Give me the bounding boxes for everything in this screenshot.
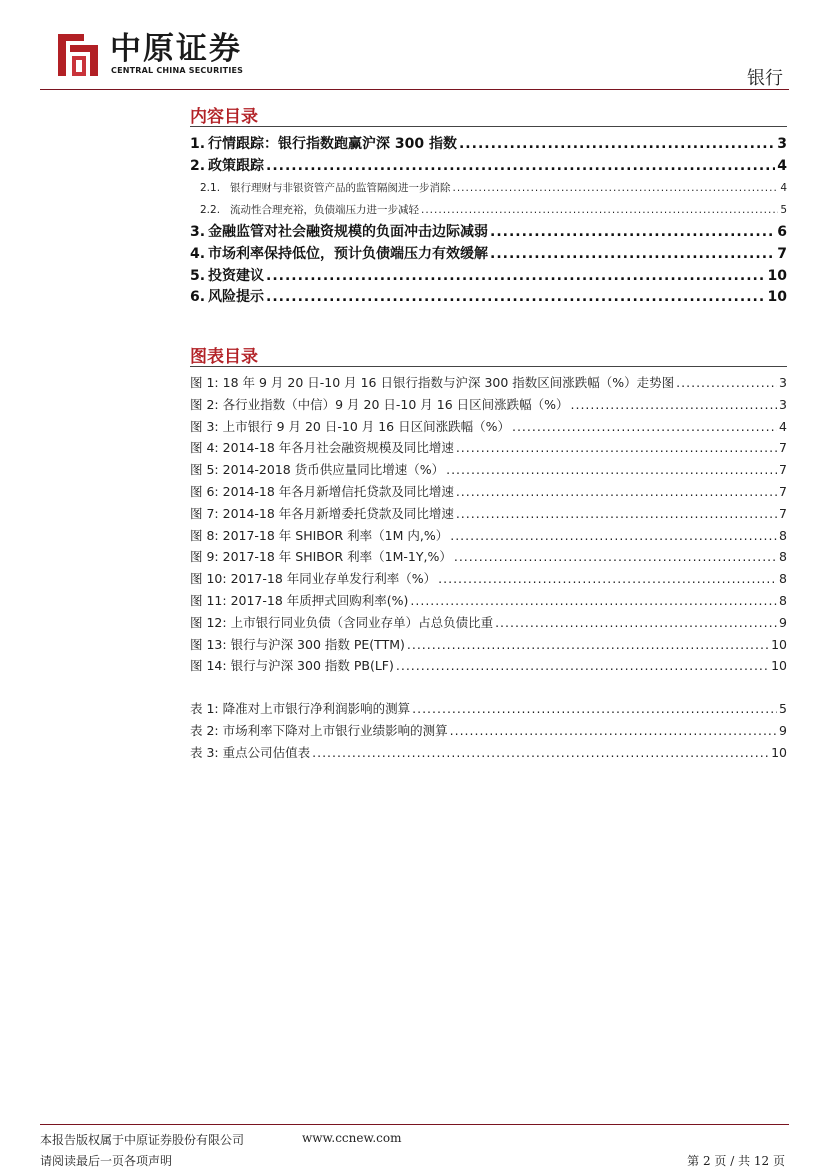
contents-entry-text: 金融监管对社会融资规模的负面冲击边际减弱 xyxy=(208,224,488,240)
figure-entry-page: 3 xyxy=(779,396,787,412)
dot-leader xyxy=(407,636,769,654)
contents-entry[interactable] xyxy=(190,287,787,307)
figure-entry-page: 7 xyxy=(779,462,787,478)
figure-entry[interactable] xyxy=(190,636,787,654)
contents-entry-label xyxy=(190,287,264,307)
figure-entry-label: 图 12: 上市银行同业负债（含同业存单）占总负债比重 xyxy=(190,614,494,630)
contents-entry-page: 6 xyxy=(777,224,787,240)
figure-entry-label: 图 13: 银行与沪深 300 指数 PE(TTM) xyxy=(190,636,405,652)
figure-entry-page: 10 xyxy=(771,658,787,674)
table-entry-page: 5 xyxy=(779,701,787,716)
figure-entry-label: 图 4: 2014-18 年各月社会融资规模及同比增速 xyxy=(190,440,454,456)
figure-entry-label: 图 3: 上市银行 9 月 20 日-10 月 16 日区间涨跌幅（%） xyxy=(190,418,510,434)
contents-title: 内容目录 xyxy=(190,107,258,127)
contents-entry-page: 10 xyxy=(767,289,787,305)
contents-entry-label xyxy=(190,156,264,176)
figure-entry-page: 10 xyxy=(771,636,787,652)
dot-leader xyxy=(410,592,777,610)
dot-leader xyxy=(490,222,775,242)
figure-entry-label: 图 6: 2014-18 年各月新增信托贷款及同比增速 xyxy=(190,484,454,499)
dot-leader xyxy=(453,180,779,196)
dot-leader xyxy=(676,374,777,392)
contents-entry-text: 市场利率保持低位，预计负债端压力有效缓解 xyxy=(208,246,488,262)
figure-entry-page: 4 xyxy=(779,418,787,434)
contents-entry[interactable] xyxy=(190,222,787,242)
figure-entry[interactable] xyxy=(190,548,787,566)
dot-leader xyxy=(266,287,766,307)
dot-leader xyxy=(495,614,777,632)
figure-entry[interactable] xyxy=(190,439,787,457)
dot-leader xyxy=(446,461,777,479)
figure-entry-label: 图 7: 2014-18 年各月新增委托贷款及同比增速 xyxy=(190,505,454,521)
dot-leader xyxy=(450,527,777,545)
contents-entry-number: 3. xyxy=(190,224,206,240)
contents-entry-label xyxy=(200,180,451,196)
contents-entry-number: 2.1. xyxy=(200,182,221,194)
dot-leader xyxy=(312,744,769,762)
figure-entry-page: 3 xyxy=(779,375,787,390)
central-china-securities-logo-icon xyxy=(54,30,102,80)
contents-entry-page: 4 xyxy=(777,158,787,174)
dot-leader xyxy=(450,722,777,740)
figures-title-divider xyxy=(190,366,787,367)
contents-entry-page: 4 xyxy=(780,182,787,194)
dot-leader xyxy=(571,396,778,414)
figure-entry[interactable] xyxy=(190,418,787,436)
contents-entry-label xyxy=(190,244,488,264)
dot-leader xyxy=(456,439,777,457)
figure-entry-page: 8 xyxy=(779,571,787,587)
contents-entry-text: 流动性合理充裕，负债端压力进一步减轻 xyxy=(230,204,419,216)
contents-entry-text: 政策跟踪 xyxy=(208,158,264,174)
contents-entry-page: 3 xyxy=(777,136,787,152)
contents-entry-page: 10 xyxy=(767,268,787,284)
figures-title: 图表目录 xyxy=(190,347,258,367)
dot-leader xyxy=(454,548,777,566)
logo-chinese-name: 中原证券 xyxy=(110,31,242,67)
contents-entry[interactable] xyxy=(190,156,787,176)
figure-entry[interactable] xyxy=(190,592,787,610)
figure-entry-label: 图 10: 2017-18 年同业存单发行利率（%） xyxy=(190,571,437,587)
figure-entry[interactable] xyxy=(190,657,787,675)
figure-entry-page: 8 xyxy=(779,593,787,608)
contents-entry-label xyxy=(190,266,264,286)
figure-entry-page: 8 xyxy=(779,549,787,565)
table-entry[interactable] xyxy=(190,744,787,762)
dot-leader xyxy=(456,483,777,501)
contents-entry-label xyxy=(190,134,457,154)
dot-leader xyxy=(490,244,775,264)
disclaimer-note: 请阅读最后一页各项声明 xyxy=(40,1154,173,1168)
contents-entry-page: 7 xyxy=(777,246,787,262)
table-entry-label: 表 1: 降准对上市银行净利润影响的测算 xyxy=(190,701,411,716)
figure-entry-label: 图 5: 2014-2018 货币供应量同比增速（%） xyxy=(190,462,445,478)
logo-english-name: CENTRAL CHINA SECURITIES xyxy=(111,66,244,75)
dot-leader xyxy=(412,700,777,718)
dot-leader xyxy=(266,156,775,176)
figure-entry-label: 图 2: 各行业指数（中信）9 月 20 日-10 月 16 日区间涨跌幅（%） xyxy=(190,396,569,412)
table-entry[interactable] xyxy=(190,700,787,718)
figure-entry[interactable] xyxy=(190,505,787,523)
footer-divider xyxy=(40,1124,789,1125)
contents-entry-text: 风险提示 xyxy=(208,289,264,305)
figure-entry-label: 图 8: 2017-18 年 SHIBOR 利率（1M 内,%） xyxy=(190,527,449,543)
contents-entry[interactable] xyxy=(200,180,787,196)
page-number: 第 2 页 / 共 12 页 xyxy=(687,1154,785,1168)
table-entry[interactable] xyxy=(190,722,787,740)
table-entry-label: 表 2: 市场利率下降对上市银行业绩影响的测算 xyxy=(190,723,448,738)
contents-entry-number: 1. xyxy=(190,136,206,152)
table-entry-label: 表 3: 重点公司估值表 xyxy=(190,745,311,760)
figure-entry-page: 7 xyxy=(779,484,787,499)
contents-entry-text: 行情跟踪：银行指数跑赢沪深 300 指数 xyxy=(208,136,457,152)
figure-entry-label: 图 9: 2017-18 年 SHIBOR 利率（1M-1Y,%） xyxy=(190,549,452,565)
contents-entry-number: 6. xyxy=(190,289,206,305)
contents-title-divider xyxy=(190,126,787,127)
dot-leader xyxy=(396,657,769,675)
contents-entry-number: 2. xyxy=(190,158,206,174)
contents-entry-number: 2.2. xyxy=(200,204,221,216)
page-header xyxy=(0,0,827,92)
figure-entry-label: 图 11: 2017-18 年质押式回购利率(%) xyxy=(190,593,409,608)
dot-leader xyxy=(421,202,778,218)
table-entry-page: 9 xyxy=(779,723,787,738)
figure-entry-label: 图 14: 银行与沪深 300 指数 PB(LF) xyxy=(190,658,394,674)
figure-entry-page: 7 xyxy=(779,505,787,521)
figure-entry[interactable] xyxy=(190,374,787,392)
figure-entry-page: 8 xyxy=(779,527,787,543)
contents-entry[interactable] xyxy=(200,202,787,218)
report-section-tag: 银行 xyxy=(747,68,783,89)
contents-entry[interactable] xyxy=(190,266,787,286)
figure-entry-label: 图 1: 18 年 9 月 20 日-10 月 16 日银行指数与沪深 300 指数区间涨跌幅（%）走势图 xyxy=(190,375,675,390)
figure-entry[interactable] xyxy=(190,614,787,632)
dot-leader xyxy=(438,570,777,588)
figure-entry[interactable] xyxy=(190,396,787,414)
figure-entry[interactable] xyxy=(190,570,787,588)
table-entry-page: 10 xyxy=(771,745,787,760)
figure-entry[interactable] xyxy=(190,527,787,545)
website-link[interactable]: www.ccnew.com xyxy=(302,1131,402,1145)
contents-entry-label xyxy=(190,222,488,242)
contents-entry-label xyxy=(200,202,419,218)
dot-leader xyxy=(456,505,777,523)
contents-entry-number: 5. xyxy=(190,268,206,284)
contents-entry-page: 5 xyxy=(780,204,787,216)
contents-entry-text: 银行理财与非银资管产品的监管隔阂进一步消除 xyxy=(230,182,451,194)
dot-leader xyxy=(266,266,766,286)
figure-entry[interactable] xyxy=(190,483,787,501)
dot-leader xyxy=(512,418,777,436)
header-divider xyxy=(40,89,789,90)
contents-entry[interactable] xyxy=(190,134,787,154)
contents-entry-number: 4. xyxy=(190,246,206,262)
copyright-notice: 本报告版权属于中原证券股份有限公司 xyxy=(40,1133,245,1147)
figure-entry[interactable] xyxy=(190,461,787,479)
contents-entry[interactable] xyxy=(190,244,787,264)
dot-leader xyxy=(459,134,775,154)
contents-entry-text: 投资建议 xyxy=(208,268,264,284)
figure-entry-page: 9 xyxy=(779,614,787,630)
figure-entry-page: 7 xyxy=(779,440,787,456)
